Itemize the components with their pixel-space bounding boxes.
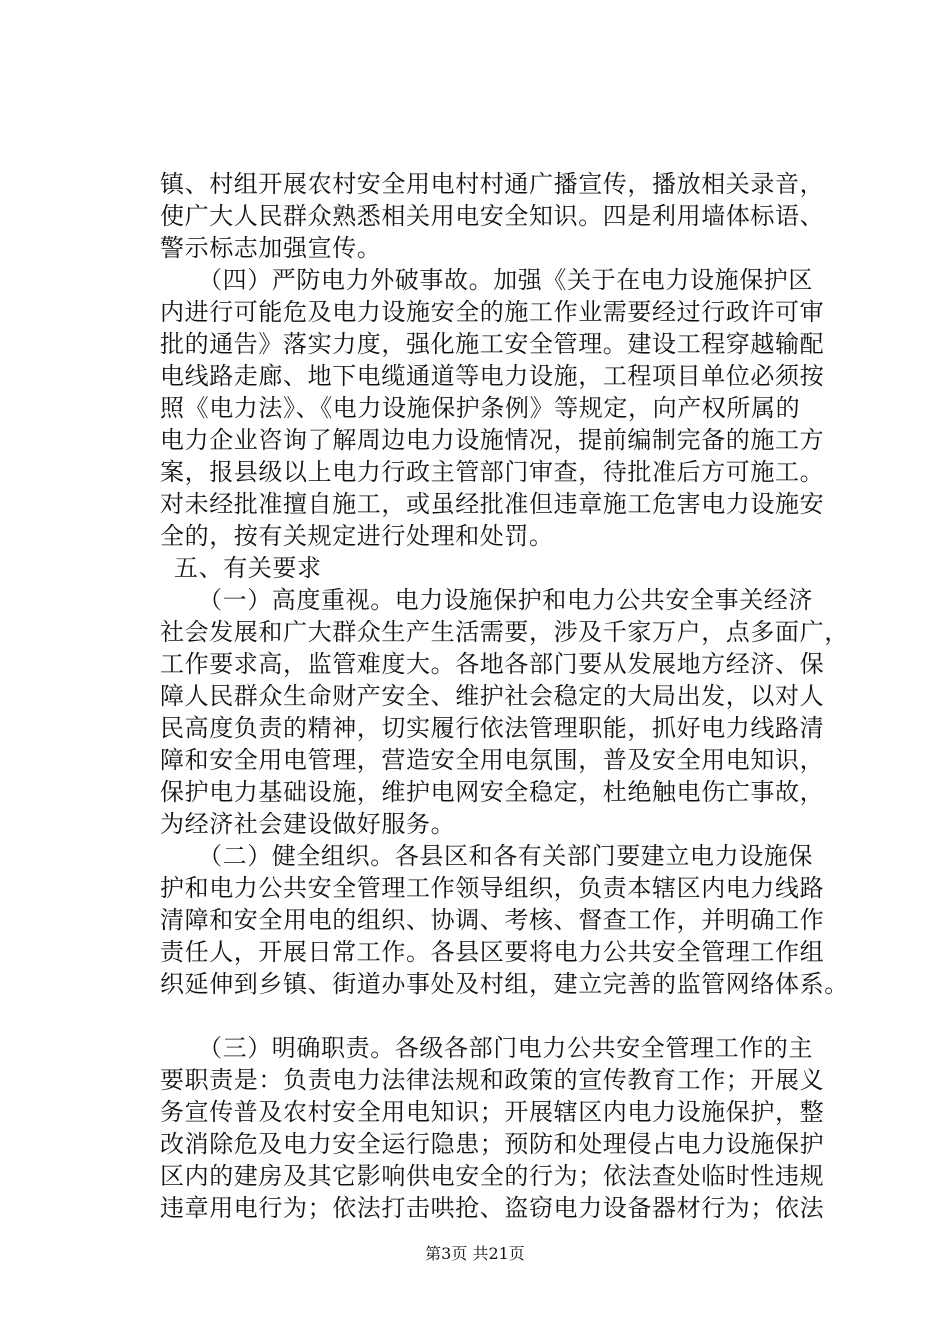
text-line: 违章用电行为；依法打击哄抢、盗窃电力设备器材行为；依法 [160, 1194, 825, 1222]
text-line: 内进行可能危及电力设施安全的施工作业需要经过行政许可审 [160, 298, 825, 326]
section-heading-5: 五、有关要求 [174, 554, 322, 582]
text-line: 保护电力基础设施，维护电网安全稳定，杜绝触电伤亡事故， [160, 778, 825, 806]
text-line: 警示标志加强宣传。 [160, 234, 382, 262]
text-line: 护和电力公共安全管理工作领导组织，负责本辖区内电力线路 [160, 874, 825, 902]
paragraph-heading-4: （四）严防电力外破事故。加强《关于在电力设施保护区 [198, 266, 813, 294]
text-line: 清障和安全用电的组织、协调、考核、督查工作，并明确工作 [160, 906, 825, 934]
text-line: 电线路走廊、地下电缆通道等电力设施，工程项目单位必须按 [160, 362, 825, 390]
paragraph-heading-1: （一）高度重视。电力设施保护和电力公共安全事关经济 [198, 586, 813, 614]
text-line: 案，报县级以上电力行政主管部门审查，待批准后方可施工。 [160, 458, 825, 486]
text-line: 障人民群众生命财产安全、维护社会稳定的大局出发，以对人 [160, 682, 825, 710]
paragraph-heading-3: （三）明确职责。各级各部门电力公共安全管理工作的主 [198, 1034, 813, 1062]
text-line: 责任人，开展日常工作。各县区要将电力公共安全管理工作组 [160, 938, 825, 966]
text-line: 织延伸到乡镇、街道办事处及村组，建立完善的监管网络体系。 [160, 970, 849, 998]
text-line: 批的通告》落实力度，强化施工安全管理。建设工程穿越输配 [160, 330, 825, 358]
page-number-footer: 第3页 共21页 [425, 1244, 525, 1263]
text-line: 照《电力法》、《电力设施保护条例》等规定，向产权所属的 [160, 394, 801, 422]
text-line: 改消除危及电力安全运行隐患；预防和处理侵占电力设施保护 [160, 1130, 825, 1158]
text-line: 对未经批准擅自施工，或虽经批准但违章施工危害电力设施安 [160, 490, 825, 518]
text-line: 镇、村组开展农村安全用电村村通广播宣传，播放相关录音， [160, 170, 825, 198]
text-line: 要职责是：负责电力法律法规和政策的宣传教育工作；开展义 [160, 1066, 825, 1094]
text-line: 电力企业咨询了解周边电力设施情况，提前编制完备的施工方 [160, 426, 825, 454]
text-line: 民高度负责的精神，切实履行依法管理职能，抓好电力线路清 [160, 714, 825, 742]
text-line: 为经济社会建设做好服务。 [160, 810, 456, 838]
text-line: 区内的建房及其它影响供电安全的行为；依法查处临时性违规 [160, 1162, 825, 1190]
text-line: 全的，按有关规定进行处理和处罚。 [160, 522, 554, 550]
paragraph-heading-2: （二）健全组织。各县区和各有关部门要建立电力设施保 [198, 842, 813, 870]
text-line: 社会发展和广大群众生产生活需要，涉及千家万户，点多面广， [160, 618, 849, 646]
text-line: 务宣传普及农村安全用电知识；开展辖区内电力设施保护，整 [160, 1098, 825, 1126]
text-line: 工作要求高，监管难度大。各地各部门要从发展地方经济、保 [160, 650, 825, 678]
text-line: 使广大人民群众熟悉相关用电安全知识。四是利用墙体标语、 [160, 202, 825, 230]
text-line: 障和安全用电管理，营造安全用电氛围，普及安全用电知识， [160, 746, 825, 774]
